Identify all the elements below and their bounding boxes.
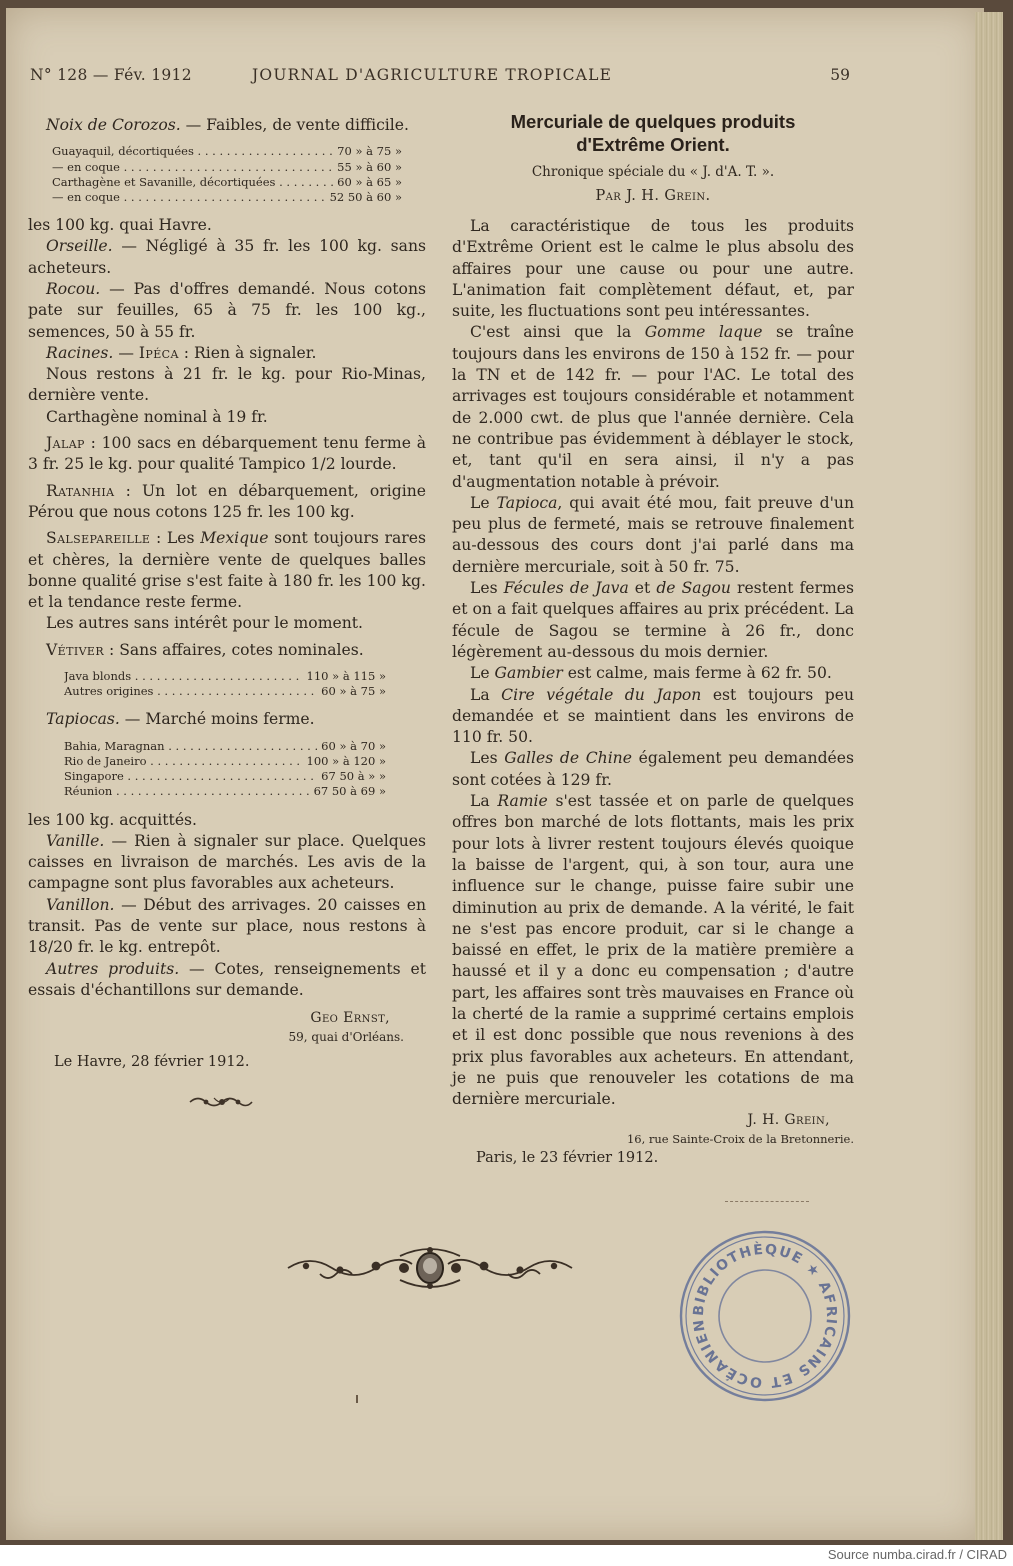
- price-row: [64, 684, 386, 699]
- jalap-paragraph: Jalap : 100 sacs en débarquement tenu ferme à 3 fr. 25 le kg. pour qualité Tampico 1/2 lourde.: [28, 434, 426, 474]
- price-row-value: 60 » à 75 »: [321, 684, 386, 699]
- rocou-paragraph: Rocou. — Pas d'offres demandé. Nous cotons pate sur feuilles, 65 à 75 fr. les 100 kg., semences, 50 à 55 fr.: [28, 280, 426, 341]
- date-le-havre: Le Havre, 28 février 1912.: [54, 1054, 250, 1071]
- ramie-paragraph: La Ramie s'est tassée et on parle de quelques offres bon marché de lots flottants, mais les prix pour lots à livrer restent toujours élevés quoique la baisse de l'argent, qui, à son tour, aura une influence sur le change, puisse faire subir une diminution au prix de demande. A la vérité, le fait ne s'est pas encore produit, car si le change a baissé en effet, le prix de la matière première a haussé et il y a donc eu compensation ; d'autre part, les affaires sont très mauvaises en France où la cherté de la ramie a supprimé certains emplois et il est donc possible que nous revenions à des prix plus favorables aux acheteurs. En attendant, je ne puis que renouveler les cotations de ma dernière mercuriale.: [452, 792, 855, 1109]
- racines-paragraph: Racines. — Ipéca : Rien à signaler.: [46, 343, 317, 362]
- issue-number: N° 128 — Fév. 1912: [30, 66, 192, 84]
- journal-title: JOURNAL D'AGRICULTURE TROPICALE: [252, 66, 613, 84]
- price-row: [64, 769, 386, 784]
- price-row-value: 55 » à 60 »: [337, 159, 402, 174]
- vanillon-paragraph: Vanillon. — Début des arrivages. 20 caisses en transit. Pas de vente sur place, nous restons à 18/20 fr. le kg. entrepôt.: [28, 895, 426, 957]
- price-row: [64, 754, 386, 769]
- address-grein: 16, rue Sainte-Croix de la Bretonnerie.: [626, 1132, 854, 1147]
- date-paris: Paris, le 23 février 1912.: [476, 1150, 659, 1167]
- price-row-name: Java blonds . . .: [64, 669, 303, 684]
- gomme-laque-paragraph: C'est ainsi que la Gomme laque se traîne toujours dans les environs de 150 à 152 fr. — pour la TN et de 142 fr. — pour l'AC. Le total des arrivages est toujours considérable et notamment de 2.000 cwt. de plus que l'année dernière. Cela ne contribue pas évidemment à déblayer le stock, et, tant qu'il en sera ainsi, il n'y a pas d'augmentation notable à prévoir.: [452, 323, 854, 491]
- price-row-value: 100 » à 120 »: [306, 753, 386, 768]
- autres-produits-paragraph: Autres produits. — Cotes, renseignements et essais d'échantillons sur demande.: [28, 959, 427, 999]
- price-row-name: Réunion . . .: [64, 784, 310, 799]
- price-row: [52, 144, 402, 159]
- tapiocas-paragraph: Tapiocas. — Marché moins ferme.: [46, 710, 315, 729]
- price-row-value: 60 » à 70 »: [321, 738, 386, 753]
- paragraph: Nous restons à 21 fr. le kg. pour Rio-Minas, dernière vente.: [28, 365, 426, 405]
- price-row-value: 60 » à 65 »: [337, 174, 402, 189]
- price-row-name: Autres origines . . .: [64, 684, 317, 699]
- small-ornament-icon: [188, 1094, 426, 1115]
- signature-grein: J. H. Grein,: [747, 1112, 830, 1129]
- library-stamp: [675, 1226, 855, 1410]
- paragraph: La caractéristique de tous les produits d'Extrême Orient est le calme le plus absolu des affaires pour une cause ou pour une autre. L'animation fait complètement défaut, et, par suite, les fluctuations sont peu intéressantes.: [452, 217, 854, 321]
- signature-geo-ernst: Geo Ernst,: [310, 1010, 390, 1027]
- price-row-name: Carthagène et Savanille, décortiquées . . .: [52, 175, 333, 190]
- corozos-price-table: [28, 144, 402, 205]
- price-row: [64, 669, 386, 684]
- price-row-value: 110 » à 115 »: [306, 669, 386, 684]
- page-number: 59: [830, 66, 850, 84]
- price-row: [52, 160, 402, 175]
- article-byline: Par J. H. Grein.: [595, 188, 711, 204]
- price-row-name: Rio de Janeiro . . .: [64, 754, 303, 769]
- price-row-name: Singapore . . .: [64, 769, 317, 784]
- corozos-paragraph: Noix de Corozos. — Faibles, de vente difficile.: [46, 116, 409, 134]
- vetiver-price-table: [28, 669, 386, 699]
- price-row-value: 67 50 à 69 »: [313, 784, 386, 799]
- right-column: [452, 110, 854, 1170]
- price-row-name: — en coque . . .: [52, 190, 326, 205]
- price-row-name: — en coque . . .: [52, 160, 333, 175]
- price-row: [64, 784, 386, 799]
- tapioca-price-table: [28, 739, 386, 800]
- tapioca-paragraph: Le Tapioca, qui avait été mou, fait preuve d'un peu plus de fermeté, mais se retrouve finalement au-dessous des cours dont j'ai parlé dans ma dernière mercuriale, soit à 50 fr. 75.: [452, 493, 854, 576]
- article-title: Mercuriale de quelques produits d'Extrême Orient.: [510, 111, 796, 155]
- orseille-paragraph: Orseille. — Négligé à 35 fr. les 100 kg. sans acheteurs.: [28, 237, 426, 277]
- article-subtitle: Chronique spéciale du « J. d'A. T. ».: [531, 164, 775, 180]
- divider: [725, 1201, 809, 1202]
- paragraph: les 100 kg. acquittés.: [28, 810, 198, 829]
- paragraph: Les autres sans intérêt pour le moment.: [46, 614, 363, 633]
- paragraph: les 100 kg. quai Havre.: [28, 216, 212, 235]
- print-mark: [356, 1395, 358, 1403]
- vanille-paragraph: Vanille. — Rien à signaler sur place. Quelques caisses en livraison de marchés. Les avis de la campagne sont plus favorables aux acheteurs.: [28, 831, 426, 893]
- price-row-name: Bahia, Maragnan . . .: [64, 739, 317, 754]
- price-row: [64, 739, 386, 754]
- vetiver-paragraph: Vétiver : Sans affaires, cotes nominales.: [46, 640, 364, 659]
- price-row-value: 52 50 à 60 »: [329, 189, 402, 204]
- svg-text:BIBLIOTHÈQUE ★ AFRICAINS ET OC: [675, 1226, 839, 1390]
- running-header: [30, 66, 850, 88]
- stamp-text: BIBLIOTHÈQUE ★ AFRICAINS ET OCÉANIEN: [690, 1241, 840, 1391]
- price-row-value: 70 » à 75 »: [337, 144, 402, 159]
- salsepareille-paragraph: Salsepareille : Les Mexique sont toujours rares et chères, la dernière vente de quelques balles bonne qualité grise s'est faite à 180 fr. les 100 kg. et la tendance reste ferme.: [28, 529, 426, 612]
- galles-paragraph: Les Galles de Chine également peu demandées sont cotées à 129 fr.: [452, 749, 855, 789]
- cire-paragraph: La Cire végétale du Japon est toujours peu demandée et se maintient dans les environs de 110 fr. 50.: [452, 685, 855, 747]
- gambier-paragraph: Le Gambier est calme, mais ferme à 62 fr. 50.: [470, 664, 832, 683]
- price-row: [52, 190, 402, 205]
- address-geo-ernst: 59, quai d'Orléans.: [288, 1030, 404, 1045]
- price-row-name: Guayaquil, décortiquées . . .: [52, 144, 333, 159]
- left-column: [28, 115, 426, 1115]
- price-row-value: 67 50 à » »: [321, 769, 386, 784]
- paragraph: Carthagène nominal à 19 fr.: [46, 407, 268, 426]
- ratanhia-paragraph: Ratanhia : Un lot en débarquement, origine Pérou que nous cotons 125 fr. les 100 kg.: [28, 481, 426, 521]
- source-credit: Source numba.cirad.fr / CIRAD: [827, 1547, 1007, 1562]
- floral-ornament-icon: [280, 1244, 580, 1296]
- page-edge-stack: [975, 12, 1003, 1540]
- price-row: [52, 175, 402, 190]
- fecules-paragraph: Les Fécules de Java et de Sagou restent fermes et on a fait quelques affaires au prix précédent. La fécule de Sagou se termine à 26 fr., donc légèrement au-dessous du mois dernier.: [452, 579, 854, 661]
